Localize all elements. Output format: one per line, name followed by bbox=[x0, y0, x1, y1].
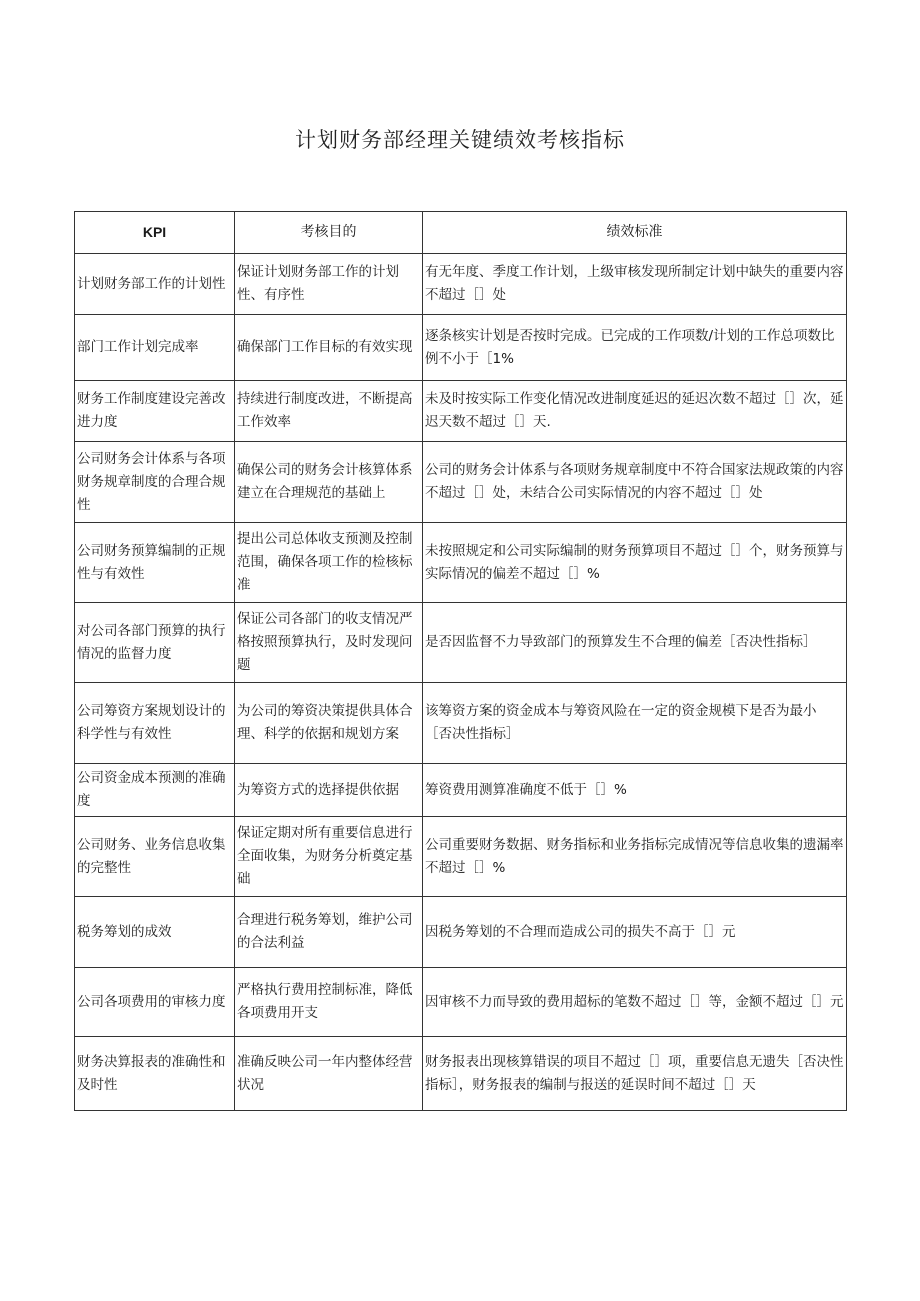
purpose-cell: 严格执行费用控制标准，降低各项费用开支 bbox=[235, 968, 423, 1037]
table-row bbox=[75, 764, 847, 817]
purpose-cell: 合理进行税务筹划，维护公司的合法利益 bbox=[235, 897, 423, 968]
purpose-cell: 为筹资方式的选择提供依据 bbox=[235, 764, 423, 817]
page-title: 计划财务部经理关键绩效考核指标 bbox=[295, 128, 625, 152]
standard-cell: 因审核不力而导致的费用超标的笔数不超过［］等，金额不超过［］元 bbox=[423, 968, 847, 1037]
table-row bbox=[75, 897, 847, 968]
standard-cell bbox=[423, 683, 847, 764]
table-row bbox=[75, 1037, 847, 1111]
table-row bbox=[75, 603, 847, 683]
header-purpose: 考核目的 bbox=[235, 212, 423, 254]
standard-cell: 公司重要财务数据、财务指标和业务指标完成情况等信息收集的遗漏率不超过［］% bbox=[423, 817, 847, 897]
kpi-cell: 财务工作制度建设完善改进力度 bbox=[75, 381, 235, 442]
kpi-cell: 公司财务预算编制的正规性与有效性 bbox=[75, 523, 235, 603]
kpi-cell: 公司财务会计体系与各项财务规章制度的合理合规性 bbox=[75, 442, 235, 523]
purpose-cell: 保证定期对所有重要信息进行全面收集，为财务分析奠定基础 bbox=[235, 817, 423, 897]
standard-cell: 财务报表出现核算错误的项目不超过［］项，重要信息无遗失［否决性指标］，财务报表的编制与报送的延误时间不超过［］天 bbox=[423, 1037, 847, 1111]
header-kpi: KPI bbox=[75, 212, 235, 254]
purpose-cell: 保证公司各部门的收支情况严格按照预算执行，及时发现问题 bbox=[235, 603, 423, 683]
table-row bbox=[75, 381, 847, 442]
standard-cell: 未及时按实际工作变化情况改进制度延迟的延迟次数不超过［］次，延迟天数不超过［］天. bbox=[423, 381, 847, 442]
table-row bbox=[75, 442, 847, 523]
table-row bbox=[75, 683, 847, 764]
header-standard: 绩效标准 bbox=[423, 212, 847, 254]
standard-cell: 因税务筹划的不合理而造成公司的损失不高于［］元 bbox=[423, 897, 847, 968]
purpose-cell: 为公司的筹资决策提供具体合理、科学的依据和规划方案 bbox=[235, 683, 423, 764]
kpi-cell: 对公司各部门预算的执行情况的监督力度 bbox=[75, 603, 235, 683]
kpi-cell: 财务决算报表的准确性和及时性 bbox=[75, 1037, 235, 1111]
purpose-cell: 准确反映公司一年内整体经营状况 bbox=[235, 1037, 423, 1111]
standard-cell: 筹资费用测算准确度不低于［］% bbox=[423, 764, 847, 817]
kpi-cell: 税务筹划的成效 bbox=[75, 897, 235, 968]
kpi-cell: 部门工作计划完成率 bbox=[75, 315, 235, 381]
table-row bbox=[75, 315, 847, 381]
kpi-cell: 公司筹资方案规划设计的科学性与有效性 bbox=[75, 683, 235, 764]
standard-cell: 有无年度、季度工作计划，上级审核发现所制定计划中缺失的重要内容不超过［］处 bbox=[423, 254, 847, 315]
table-header-row bbox=[75, 212, 847, 254]
kpi-cell: 公司各项费用的审核力度 bbox=[75, 968, 235, 1037]
standard-cell: 逐条核实计划是否按时完成。已完成的工作项数/计划的工作总项数比例不小于［1% bbox=[423, 315, 847, 381]
purpose-cell: 持续进行制度改进，不断提高工作效率 bbox=[235, 381, 423, 442]
table-row bbox=[75, 523, 847, 603]
standard-cell: 未按照规定和公司实际编制的财务预算项目不超过［］个，财务预算与实际情况的偏差不超过［］% bbox=[423, 523, 847, 603]
kpi-cell: 公司财务、业务信息收集的完整性 bbox=[75, 817, 235, 897]
purpose-cell: 提出公司总体收支预测及控制范围，确保各项工作的检核标准 bbox=[235, 523, 423, 603]
purpose-cell: 确保公司的财务会计核算体系建立在合理规范的基础上 bbox=[235, 442, 423, 523]
kpi-cell: 计划财务部工作的计划性 bbox=[75, 254, 235, 315]
standard-cell: 公司的财务会计体系与各项财务规章制度中不符合国家法规政策的内容不超过［］处，未结合公司实际情况的内容不超过［］处 bbox=[423, 442, 847, 523]
kpi-cell: 公司资金成本预测的准确度 bbox=[75, 764, 235, 817]
purpose-cell: 保证计划财务部工作的计划性、有序性 bbox=[235, 254, 423, 315]
standard-cell: 是否因监督不力导致部门的预算发生不合理的偏差［否决性指标］ bbox=[423, 603, 847, 683]
table-row bbox=[75, 968, 847, 1037]
purpose-cell: 确保部门工作目标的有效实现 bbox=[235, 315, 423, 381]
table-row bbox=[75, 254, 847, 315]
standard-note: ［否决性指标］ bbox=[425, 726, 520, 742]
table-row bbox=[75, 817, 847, 897]
kpi-table bbox=[74, 211, 847, 1111]
standard-text: 该筹资方案的资金成本与筹资风险在一定的资金规模下是否为最小 bbox=[425, 703, 817, 719]
